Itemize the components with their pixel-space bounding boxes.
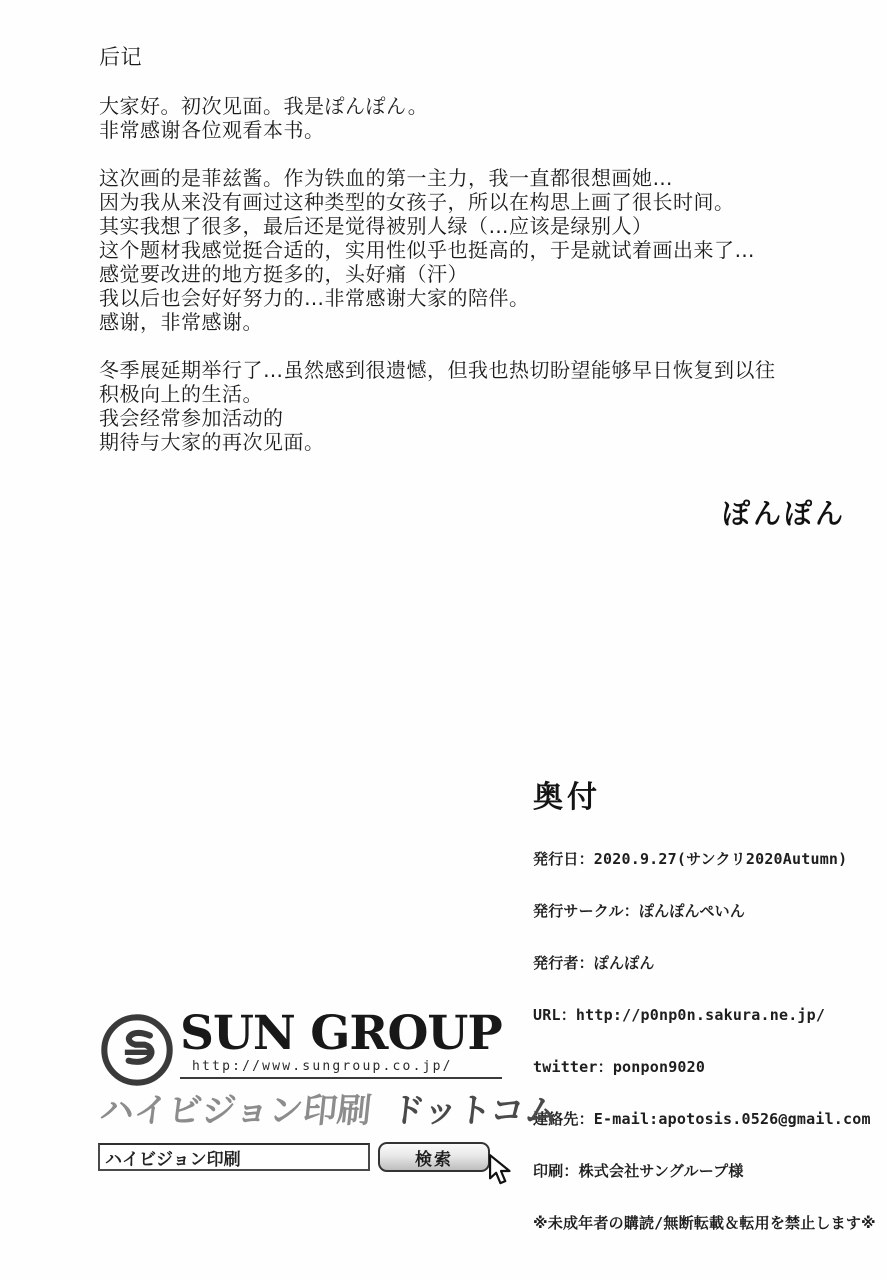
afterword-paragraph [99, 166, 819, 334]
ad-tagline [97, 1091, 561, 1131]
printer-ad-header [98, 1006, 502, 1088]
search-bar [98, 1142, 502, 1172]
colophon-row-publisher: 発行者：ぽんぽん [533, 954, 655, 972]
afterword-line: 积极向上的生活。 [99, 382, 263, 406]
brand-text-block [180, 1006, 502, 1079]
afterword-section [99, 44, 819, 454]
colophon-row-circle: 発行サークル：ぽんぽんぺいん [533, 902, 746, 920]
colophon-row-publish-date: 発行日：2020.9.27(サンクリ2020Autumn) [533, 850, 848, 868]
colophon-row-twitter: twitter：ponpon9020 [533, 1058, 706, 1076]
sun-group-logo-icon [98, 1012, 176, 1088]
colophon-section [533, 772, 883, 1233]
search-input[interactable] [98, 1143, 370, 1171]
printer-ad [97, 1006, 561, 1172]
afterword-line: 大家好。初次见面。我是ぽんぽん。 [99, 94, 429, 118]
afterword-line: 这次画的是菲兹酱。作为铁血的第一主力，我一直都很想画她… [99, 166, 673, 190]
mouse-cursor-icon [486, 1154, 516, 1188]
afterword-line: 冬季展延期举行了…虽然感到很遗憾，但我也热切盼望能够早日恢复到以往 [99, 358, 776, 382]
afterword-line: 感觉要改进的地方挺多的，头好痛（汗） [99, 262, 468, 286]
afterword-paragraph [99, 358, 819, 454]
afterword-line: 其实我想了很多，最后还是觉得被别人绿（…应该是绿别人） [99, 214, 653, 238]
sun-group-brand: SUN GROUP [180, 1006, 502, 1061]
afterword-line: 这个题材我感觉挺合适的，实用性似乎也挺高的，于是就试着画出来了… [99, 238, 755, 262]
sun-group-url: http://www.sungroup.co.jp/ [180, 1058, 502, 1079]
colophon-row-disclaimer: ※未成年者の購読/無断転載＆転用を禁止します※ [533, 1214, 876, 1232]
colophon-row-url: URL：http://p0np0n.sakura.ne.jp/ [533, 1006, 826, 1024]
colophon-title: 奥付 [533, 780, 601, 815]
afterword-line: 我以后也会好好努力的…非常感谢大家的陪伴。 [99, 286, 530, 310]
colophon-row-contact: 連絡先：E-mail:apotosis.0526@gmail.com [533, 1110, 871, 1128]
afterword-line: 感谢，非常感谢。 [99, 310, 263, 334]
afterword-line: 期待与大家的再次见面。 [99, 430, 325, 454]
afterword-line: 我会经常参加活动的 [99, 406, 284, 430]
afterword-line: 因为我从来没有画过这种类型的女孩子，所以在构思上画了很长时间。 [99, 190, 735, 214]
author-signature: ぽんぽん [722, 497, 847, 530]
colophon-row-printer: 印刷：株式会社サングループ様 [533, 1162, 744, 1180]
search-button[interactable]: 検索 [378, 1142, 490, 1172]
afterword-title: 后记 [99, 45, 142, 69]
ad-tagline-right: ドットコム [388, 1091, 561, 1131]
ad-tagline-left: ハイビジョン印刷 [97, 1091, 374, 1131]
afterword-paragraph [99, 94, 819, 142]
afterword-line: 非常感谢各位观看本书。 [99, 118, 325, 142]
